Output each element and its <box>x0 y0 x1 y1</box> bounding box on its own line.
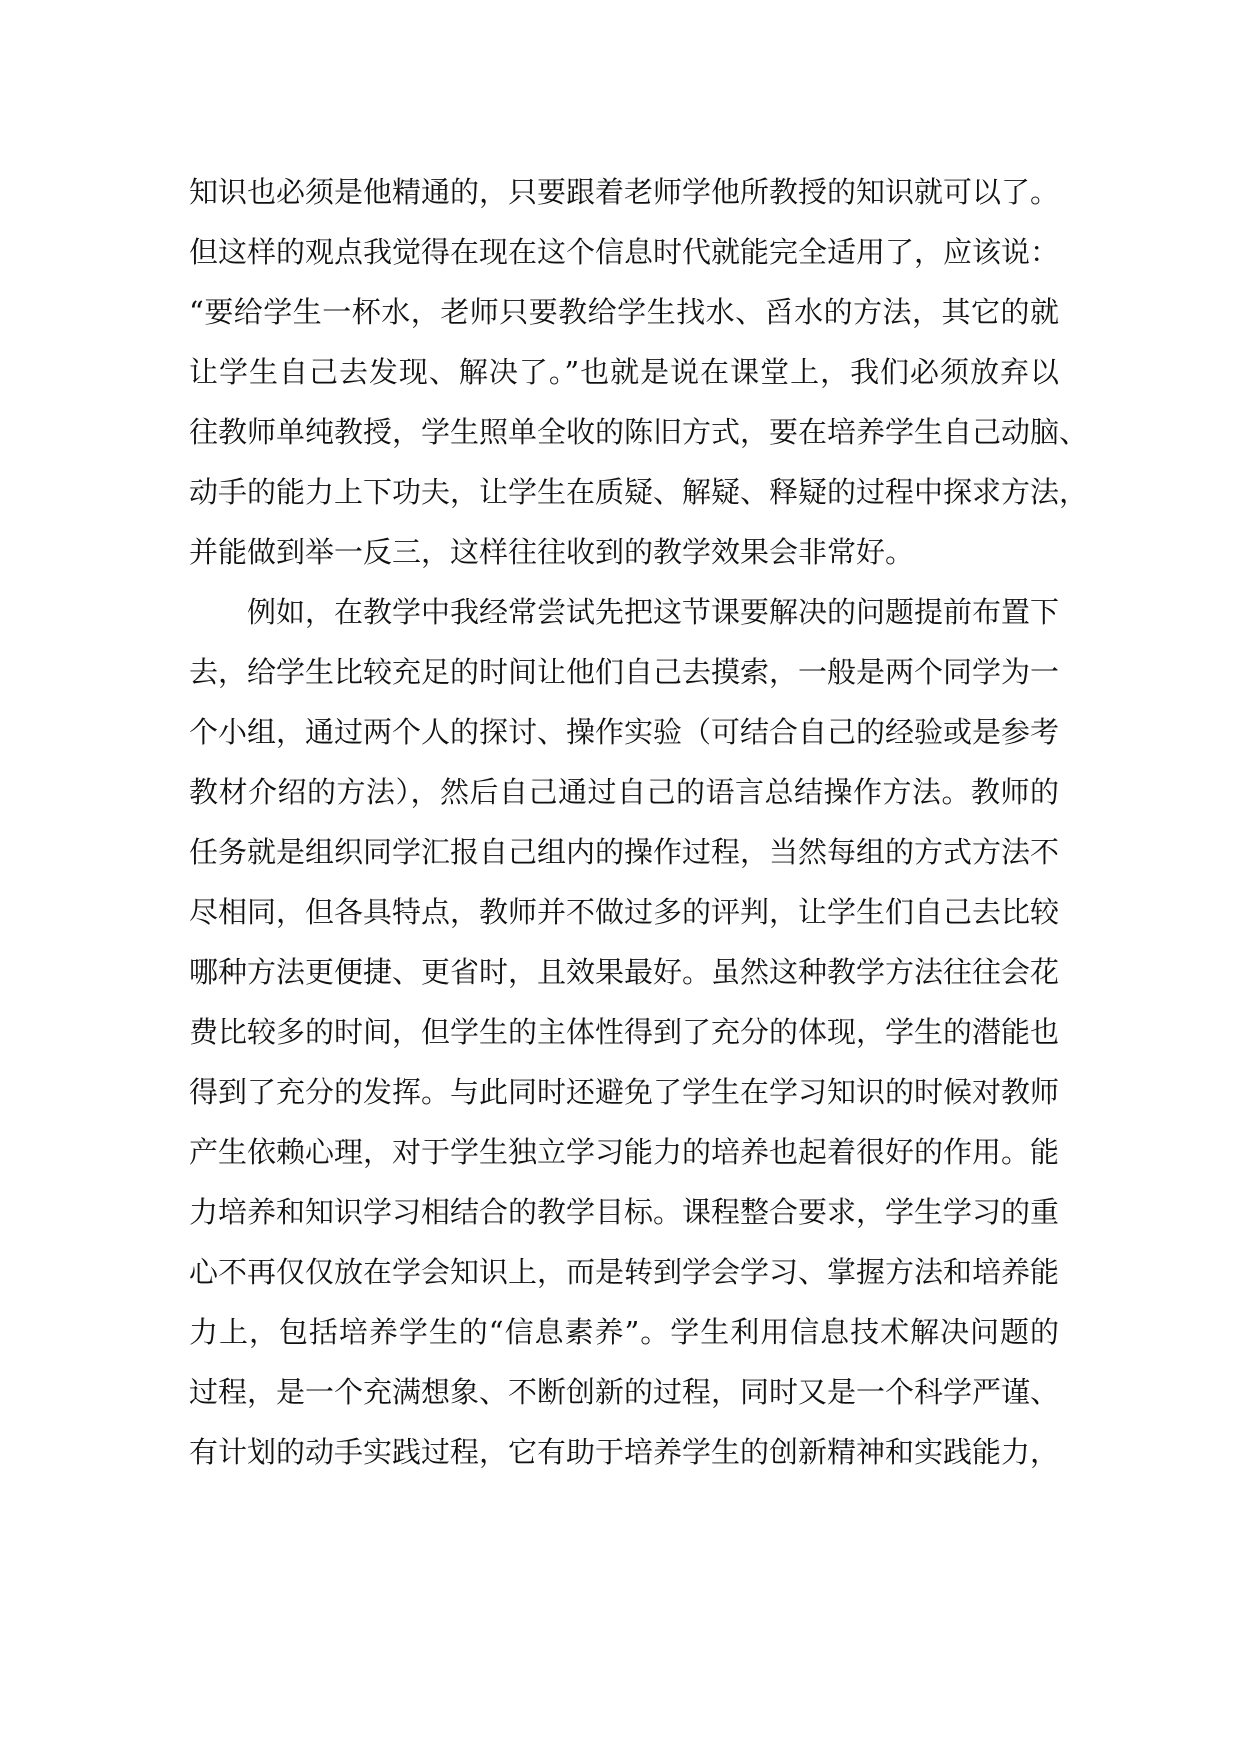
text-line: 但这样的观点我觉得在现在这个信息时代就能完全适用了，应该说： <box>189 235 1060 269</box>
text-line: 任务就是组织同学汇报自己组内的操作过程，当然每组的方式方法不 <box>189 835 1060 869</box>
text-line: 有计划的动手实践过程，它有助于培养学生的创新精神和实践能力， <box>189 1435 1060 1469</box>
text-line: 哪种方法更便捷、更省时，且效果最好。虽然这种教学方法往往会花 <box>189 955 1060 989</box>
text-line: 得到了充分的发挥。与此同时还避免了学生在学习知识的时候对教师 <box>189 1075 1060 1109</box>
text-line: 个小组，通过两个人的探讨、操作实验（可结合自己的经验或是参考 <box>189 715 1060 749</box>
text-line: 尽相同，但各具特点，教师并不做过多的评判，让学生们自己去比较 <box>189 895 1060 929</box>
paragraph-2 <box>189 582 1059 1482</box>
text-line: 知识也必须是他精通的，只要跟着老师学他所教授的知识就可以了。 <box>189 175 1060 209</box>
text-line: “要给学生一杯水，老师只要教给学生找水、舀水的方法，其它的就 <box>189 295 1059 329</box>
text-line: 例如，在教学中我经常尝试先把这节课要解决的问题提前布置下 <box>247 595 1060 629</box>
text-line: 力上，包括培养学生的“信息素养”。学生利用信息技术解决问题的 <box>189 1315 1059 1349</box>
text-line: 产生依赖心理，对于学生独立学习能力的培养也起着很好的作用。能 <box>189 1135 1060 1169</box>
text-line: 让学生自己去发现、解决了。”也就是说在课堂上，我们必须放弃以 <box>189 355 1059 389</box>
text-line: 并能做到举一反三，这样往往收到的教学效果会非常好。 <box>189 535 915 569</box>
text-line: 教材介绍的方法），然后自己通过自己的语言总结操作方法。教师的 <box>189 775 1059 809</box>
text-line: 力培养和知识学习相结合的教学目标。课程整合要求，学生学习的重 <box>189 1195 1060 1229</box>
text-line: 心不再仅仅放在学会知识上，而是转到学会学习、掌握方法和培养能 <box>189 1255 1060 1289</box>
text-line: 过程，是一个充满想象、不断创新的过程，同时又是一个科学严谨、 <box>189 1375 1060 1409</box>
body-text <box>189 162 1089 1482</box>
text-line: 往教师单纯教授，学生照单全收的陈旧方式，要在培养学生自己动脑、 <box>189 415 1089 449</box>
text-line: 费比较多的时间，但学生的主体性得到了充分的体现，学生的潜能也 <box>189 1015 1060 1049</box>
text-line: 动手的能力上下功夫，让学生在质疑、解疑、释疑的过程中探求方法， <box>189 475 1089 509</box>
paragraph-1 <box>189 162 1089 582</box>
text-line: 去，给学生比较充足的时间让他们自己去摸索，一般是两个同学为一 <box>189 655 1060 689</box>
